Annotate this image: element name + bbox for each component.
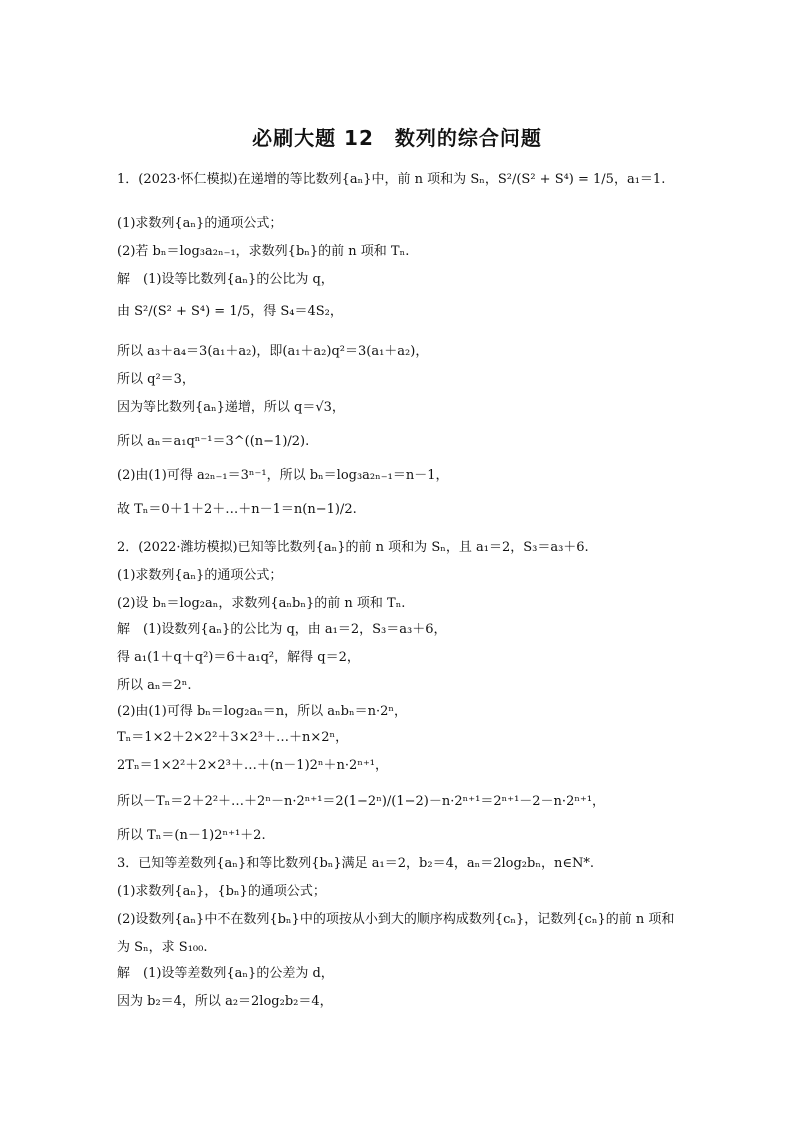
text-line: 解 (1)设等比数列{aₙ}的公比为 q， <box>117 272 334 287</box>
text-line: (1)求数列{aₙ}，{bₙ}的通项公式； <box>117 884 326 899</box>
text-line: 得 a₁(1＋q＋q²)＝6＋a₁q²，解得 q＝2， <box>117 650 360 665</box>
text-line: 由 S²/(S² + S⁴) = 1/5，得 S₄＝4S₂， <box>117 304 343 319</box>
text-line: 所以 a₃＋a₄＝3(a₁＋a₂)，即(a₁＋a₂)q²＝3(a₁＋a₂)， <box>117 344 429 359</box>
text-line: 所以 aₙ＝a₁qⁿ⁻¹＝3^((n−1)/2). <box>117 434 310 449</box>
page-title: 必刷大题 12 数列的综合问题 <box>252 126 542 150</box>
text-line: 因为等比数列{aₙ}递增，所以 q＝√3， <box>117 400 345 415</box>
text-line: 所以 q²＝3， <box>117 372 195 387</box>
text-line: 1．(2023·怀仁模拟)在递增的等比数列{aₙ}中，前 n 项和为 Sₙ，S²/(S² + S⁴) = 1/5，a₁＝1. <box>117 172 666 187</box>
text-line: 解 (1)设数列{aₙ}的公比为 q，由 a₁＝2，S₃＝a₃＋6， <box>117 622 447 637</box>
text-line: 解 (1)设等差数列{aₙ}的公差为 d， <box>117 966 334 981</box>
text-line: 2．(2022·潍坊模拟)已知等比数列{aₙ}的前 n 项和为 Sₙ，且 a₁＝2，S₃＝a₃＋6. <box>117 540 589 555</box>
text-line: 所以 Tₙ＝(n－1)2ⁿ⁺¹＋2. <box>117 828 266 843</box>
text-line: (2)设 bₙ＝log₂aₙ，求数列{aₙbₙ}的前 n 项和 Tₙ. <box>117 596 406 611</box>
text-line: 所以－Tₙ＝2＋2²＋…＋2ⁿ－n·2ⁿ⁺¹＝2(1−2ⁿ)/(1−2)－n·2ⁿ⁺¹＝2ⁿ⁺¹－2－n·2ⁿ⁺¹， <box>117 794 606 809</box>
text-line: 3．已知等差数列{aₙ}和等比数列{bₙ}满足 a₁＝2，b₂＝4，aₙ＝2log₂bₙ，n∈N*. <box>117 856 594 871</box>
text-line: (1)求数列{aₙ}的通项公式； <box>117 216 283 231</box>
text-line: 所以 aₙ＝2ⁿ. <box>117 678 192 693</box>
text-line: (2)由(1)可得 bₙ＝log₂aₙ＝n，所以 aₙbₙ＝n·2ⁿ， <box>117 704 408 719</box>
text-line: (2)由(1)可得 a₂ₙ₋₁＝3ⁿ⁻¹，所以 bₙ＝log₃a₂ₙ₋₁＝n－1， <box>117 468 449 483</box>
text-line: (2)设数列{aₙ}中不在数列{bₙ}中的项按从小到大的顺序构成数列{cₙ}，记数列{cₙ}的前 n 项和 <box>117 912 675 927</box>
text-line: (2)若 bₙ＝log₃a₂ₙ₋₁，求数列{bₙ}的前 n 项和 Tₙ. <box>117 244 410 259</box>
text-line: Tₙ＝1×2＋2×2²＋3×2³＋…＋n×2ⁿ， <box>117 730 349 745</box>
text-line: 为 Sₙ，求 S₁₀₀. <box>117 940 208 955</box>
text-line: 2Tₙ＝1×2²＋2×2³＋…＋(n－1)2ⁿ＋n·2ⁿ⁺¹， <box>117 758 389 773</box>
text-line: 因为 b₂＝4，所以 a₂＝2log₂b₂＝4， <box>117 994 333 1009</box>
text-line: 故 Tₙ＝0＋1＋2＋…＋n－1＝n(n−1)/2. <box>117 502 357 517</box>
text-line: (1)求数列{aₙ}的通项公式； <box>117 568 283 583</box>
